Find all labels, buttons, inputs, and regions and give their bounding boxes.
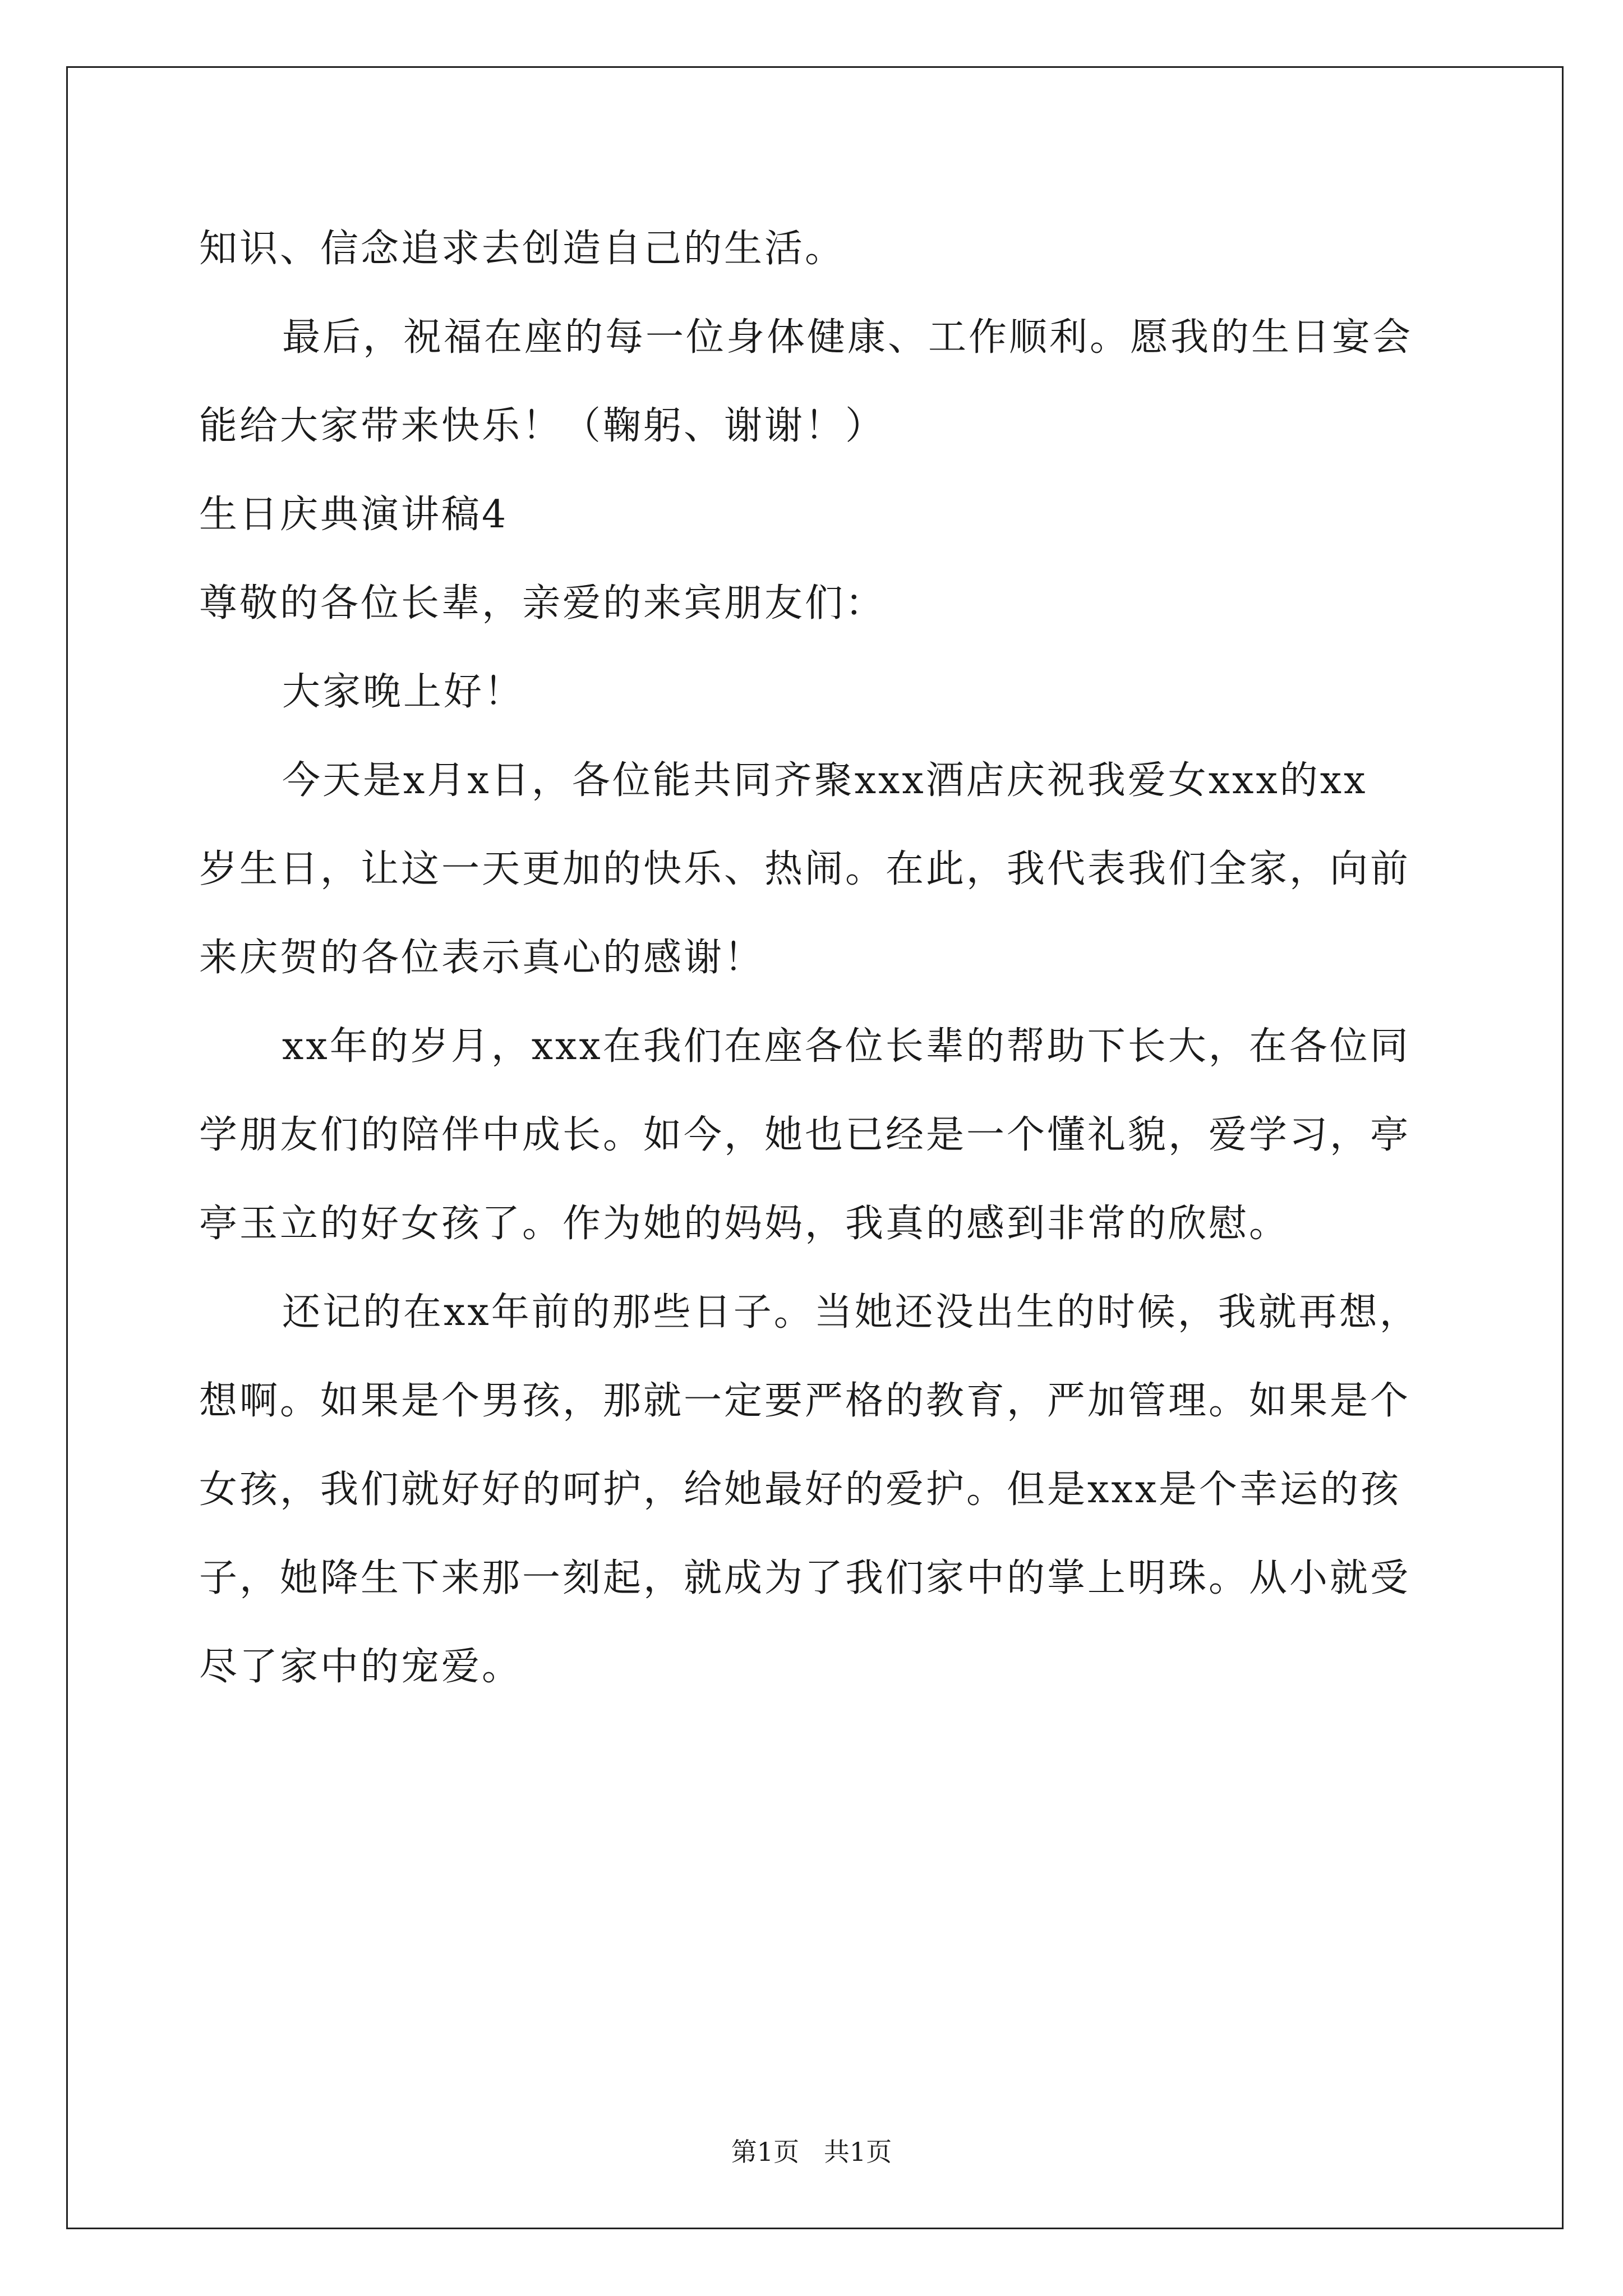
salutation: 尊敬的各位长辈，亲爱的来宾朋友们： [199,581,886,625]
text-line: 大家晚上好！ [282,670,525,714]
text-line: 还记的在xx年前的那些日子。当她还没出生的时候，我就再想， [282,1290,1420,1335]
document-body [199,205,1450,1711]
text-line: 子，她降生下来那一刻起，就成为了我们家中的掌上明珠。从小就受 [199,1556,1411,1600]
text-line: 能给大家带来快乐！（鞠躬、谢谢！） [199,404,886,448]
text-line: 来庆贺的各位表示真心的感谢！ [199,936,765,980]
text-line: 知识、信念追求去创造自己的生活。 [199,227,846,271]
page-number-footer: 第1页 共1页 [731,2137,892,2167]
text-line: 今天是x月x日，各位能共同齐聚xxx酒店庆祝我爱女xxx的xx [282,758,1368,803]
text-line: 亭玉立的好女孩了。作为她的妈妈，我真的感到非常的欣慰。 [199,1202,1290,1246]
text-line: xx年的岁月，xxx在我们在座各位长辈的帮助下长大，在各位同 [282,1024,1410,1069]
section-heading: 生日庆典演讲稿4 [199,493,509,537]
text-line: 想啊。如果是个男孩，那就一定要严格的教育，严加管理。如果是个 [199,1379,1411,1423]
text-line: 岁生日，让这一天更加的快乐、热闹。在此，我代表我们全家，向前 [199,847,1411,891]
text-line: 最后，祝福在座的每一位身体健康、工作顺利。愿我的生日宴会 [282,315,1413,360]
text-line: 尽了家中的宠爱。 [199,1645,523,1689]
text-line: 学朋友们的陪伴中成长。如今，她也已经是一个懂礼貌，爱学习，亭 [199,1113,1411,1157]
text-line: 女孩，我们就好好的呵护，给她最好的爱护。但是xxx是个幸运的孩 [199,1467,1401,1512]
